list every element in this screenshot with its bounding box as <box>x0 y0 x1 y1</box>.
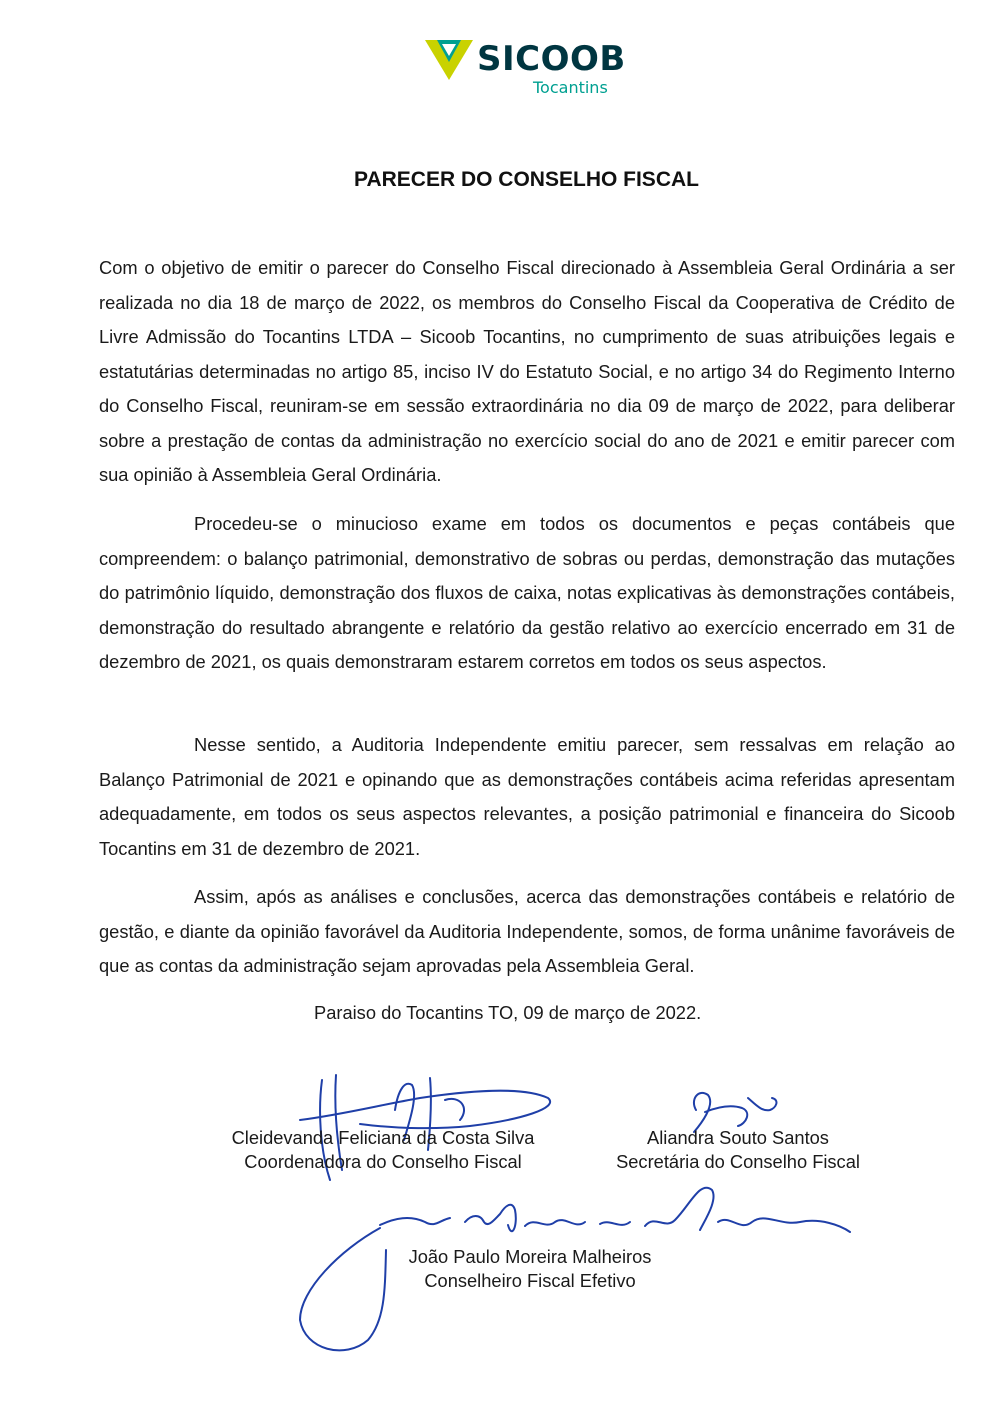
signatory-secretaria <box>590 1126 886 1173</box>
paragraph-3 <box>99 728 955 866</box>
signatory-role: Conselheiro Fiscal Efetivo <box>424 1269 636 1291</box>
paragraph-4 <box>99 880 955 984</box>
paragraph-2-text: Procedeu-se o minucioso exame em todos os documentos e peças contábeis que compreendem: o balanço patrimonial, demonstrativo de sobras ou perdas, demonstração das mutações do patrimônio líquido, demonstração dos fluxos de caixa, notas explicativas às demonstrações contábeis, demonstração do resultado abrangente e relatório da gestão relativo ao exercício encerrado em 31 de dezembro de 2021, os quais demonstraram estarem corretos em todos os seus aspectos. <box>99 513 955 672</box>
sicoob-logo-mark-icon <box>425 40 473 80</box>
signatory-conselheiro <box>380 1245 680 1292</box>
paragraph-3-text: Nesse sentido, a Auditoria Independente emitiu parecer, sem ressalvas em relação ao Balanço Patrimonial de 2021 e opinando que as demonstrações contábeis acima referidas apresentam adequadamente, em todos os seus aspectos relevantes, a posição patrimonial e financeira do Sicoob Tocantins em 31 de dezembro de 2021. <box>99 734 955 859</box>
signatory-name: João Paulo Moreira Malheiros <box>408 1246 652 1267</box>
sicoob-logo <box>425 38 645 102</box>
signatory-name: Cleidevanda Feliciana da Costa Silva <box>231 1127 535 1148</box>
paragraph-1-text: Com o objetivo de emitir o parecer do Conselho Fiscal direcionado à Assembleia Geral Ordinária a ser realizada no dia 18 de março de 2022, os membros do Conselho Fiscal da Cooperativa de Crédito de Livre Admissão do Tocantins LTDA – Sicoob Tocantins, no cumprimento de suas atribuições legais e estatutárias determinadas no artigo 85, inciso IV do Estatuto Social, e no artigo 34 do Regimento Interno do Conselho Fiscal, reuniram-se em sessão extraordinária no dia 09 de março de 2022, para deliberar sobre a prestação de contas da administração no exercício social do ano de 2021 e emitir parecer com sua opinião à Assembleia Geral Ordinária. <box>99 257 955 485</box>
date-line: Paraiso do Tocantins TO, 09 de março de 2022. <box>314 1002 702 1023</box>
paragraph-1 <box>99 251 955 493</box>
document-title: PARECER DO CONSELHO FISCAL <box>354 168 699 191</box>
paragraph-2 <box>99 507 955 680</box>
signatory-name: Aliandra Souto Santos <box>647 1127 829 1148</box>
signatory-role: Coordenadora do Conselho Fiscal <box>244 1150 522 1172</box>
signatory-coordenadora <box>200 1126 566 1173</box>
signature-3-stroke <box>380 1188 850 1232</box>
logo-sub-text: Tocantins <box>533 78 608 97</box>
signatory-role: Secretária do Conselho Fiscal <box>616 1150 860 1172</box>
logo-brand-text: SICOOB <box>477 39 626 79</box>
signature-3-loop-stroke <box>300 1228 386 1350</box>
paragraph-4-text: Assim, após as análises e conclusões, acerca das demonstrações contábeis e relatório de gestão, e diante da opinião favorável da Auditoria Independente, somos, de forma unânime favoráveis de que as contas da administração sejam aprovadas pela Assembleia Geral. <box>99 886 955 976</box>
